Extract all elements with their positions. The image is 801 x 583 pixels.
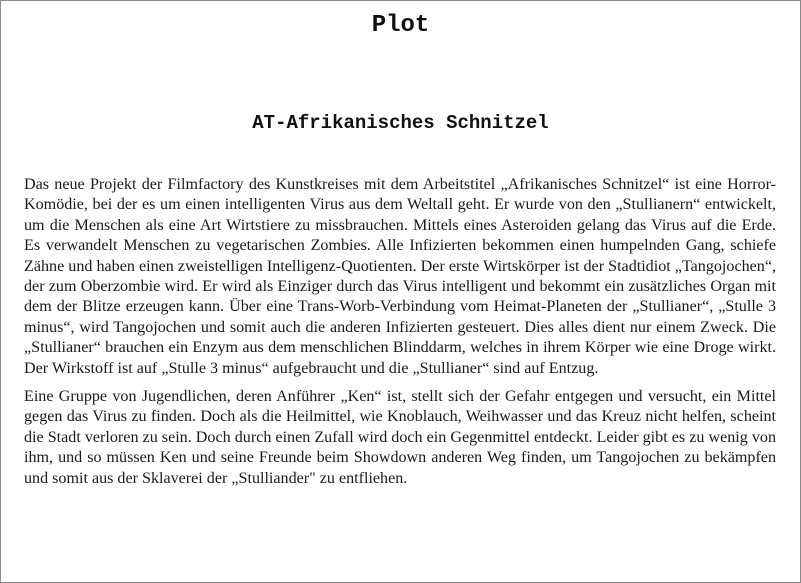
plot-paragraph-2: Eine Gruppe von Jugendlichen, deren Anführer „Ken“ ist, stellt sich der Gefahr entgegen und versucht, ein Mittel gegen das Virus zu finden. Doch als die Heilmittel, wie Knoblauch, Weihwasser und das Kreuz nicht helfen, scheint die Stadt verloren zu sein. Doch durch einen Zufall wird doch ein Gegenmittel entdeckt. Leider gibt es zu wenig von ihm, und so müssen Ken und seine Freunde beim Showdown anderen Weg finden, um Tangojochen zu bekämpfen und somit aus der Sklaverei der „Stulliander" zu entfliehen. — [24, 388, 776, 487]
plot-body — [24, 175, 776, 489]
page-title: Plot — [371, 12, 430, 39]
plot-paragraph-1: Das neue Projekt der Filmfactory des Kunstkreises mit dem Arbeitstitel „Afrikanisches Schnitzel“ ist eine Horror-Komödie, bei der es um einen intelligenten Virus aus dem Weltall geht. Er wurde von den „Stullianern“ entwickelt, um die Menschen als eine Art Wirtstiere zu missbrauchen. Mittels eines Asteroiden gelang das Virus auf die Erde. Es verwandelt Menschen zu vegetarischen Zombies. Alle Infizierten bekommen einen humpelnden Gang, schiefe Zähne und haben einen zweistelligen Intelligenz-Quotienten. Der erste Wirtskörper ist der Stadtidiot „Tangojochen“, der zum Oberzombie wird. Er wird als Einziger durch das Virus intelligent und bekommt ein zusätzliches Organ mit dem der Blitze erzeugen kann. Über eine Trans-Worb-Verbindung vom Heimat-Planeten der „Stullianer“, „Stulle 3 minus“, wird Tangojochen und somit auch die anderen Infizierten gesteuert. Dies alles dient nur einem Zweck. Die „Stullianer“ brauchen ein Enzym aus dem menschlichen Blinddarm, welches in ihrem Körper wie eine Droge wirkt. Der Wirkstoff ist auf „Stulle 3 minus“ aufgebraucht und die „Stullianer“ sind auf Entzug. — [24, 176, 776, 377]
section-heading: AT-Afrikanisches Schnitzel — [252, 112, 549, 134]
